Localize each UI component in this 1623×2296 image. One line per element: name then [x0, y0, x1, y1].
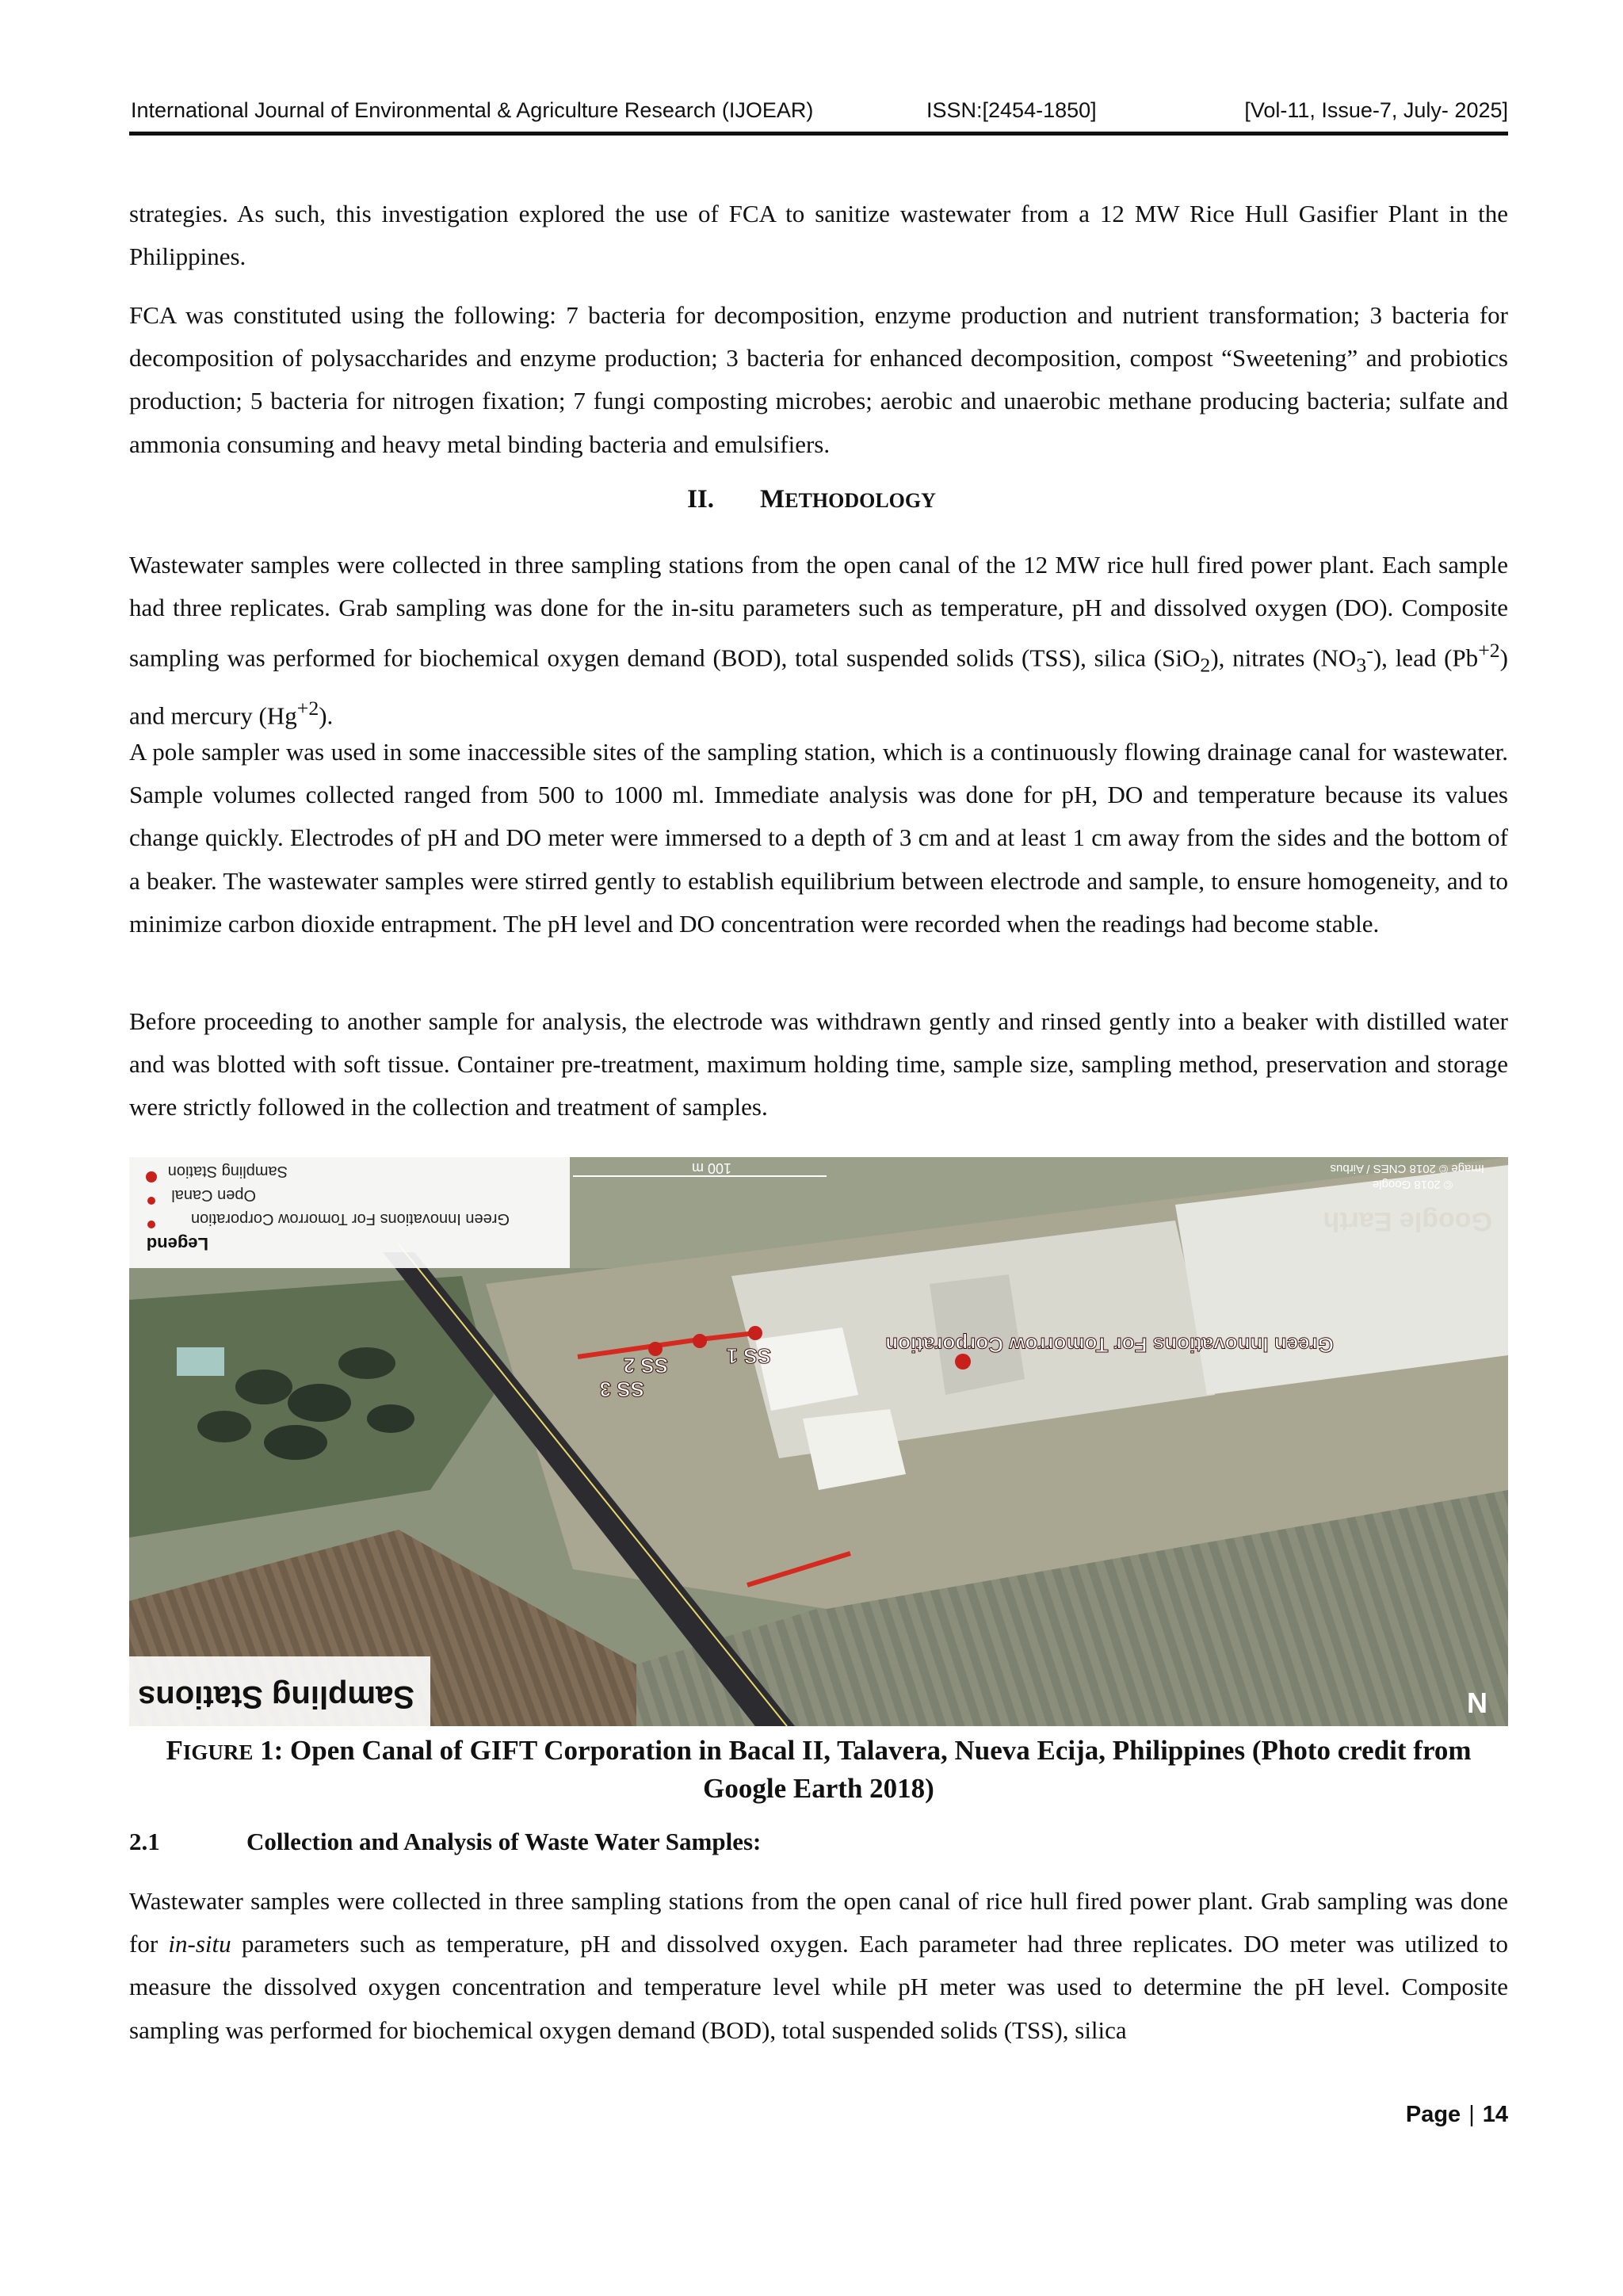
image-credit-2: © 2018 Google	[1372, 1178, 1453, 1191]
corporation-label: Green Innovations For Tomorrow Corporation	[885, 1333, 1334, 1357]
google-earth-watermark: Google Earth	[1323, 1206, 1492, 1236]
scale-bar-label: 100 m	[691, 1160, 731, 1176]
issn: ISSN:[2454-1850]	[926, 98, 1097, 122]
image-credit-1: Image © 2018 CNES / Airbus	[1330, 1162, 1484, 1175]
north-arrow-icon: N	[1467, 1687, 1487, 1719]
intro-paragraph-1: strategies. As such, this investigation explored the use of FCA to sanitize wastewater from a 12 MW Rice Hull Gasifier Plant in the Philippines.	[129, 200, 1508, 271]
figure-caption: FIGURE 1: Open Canal of GIFT Corporation in Bacal II, Talavera, Nueva Ecija, Philippines (Photo credit from Google Earth 2018)	[166, 1735, 1472, 1804]
methodology-paragraph-1: Wastewater samples were collected in three sampling stations from the open canal of the 12 MW rice hull fired power plant. Each sample had three replicates. Grab sampling was done for the in-situ parameters such as temperature, pH and dissolved oxygen (DO). Composite sampling was performed for biochemical oxygen demand (BOD), total suspended solids (TSS), silica (SiO$_2$), nitrates $(NO_3^-)$, lead $(Pb^{+2})$ and mercury $(Hg^{+2})$.	[129, 551, 1508, 730]
legend-title: Legend	[146, 1234, 208, 1254]
legend-marker-canal	[147, 1197, 155, 1205]
legend-item-corporation: Green Innovations For Tomorrow Corporation	[190, 1210, 510, 1228]
station-label-ss3: SS 3	[599, 1377, 644, 1401]
intro-paragraph-2: FCA was constituted using the following: 7 bacteria for decomposition, enzyme production and nutrient transformation; 3 bacteria for decomposition of polysaccharides and enzyme production; 3 bacteria for enhanced decomposition, compost “Sweetening” and probiotics production; 5 bacteria for nitrogen fixation; 7 fungi composting microbes; aerobic and unaerobic methane producing bacteria; sulfate and ammonia consuming and heavy metal binding bacteria and emulsifiers.	[129, 301, 1508, 458]
station-label-ss1: SS 1	[726, 1344, 771, 1368]
legend-item-open-canal: Open Canal	[171, 1186, 256, 1204]
subsection-heading	[129, 1828, 761, 1856]
running-header	[129, 94, 1508, 136]
legend-item-sampling-station: Sampling Station	[167, 1163, 288, 1180]
sampling-station-marker	[693, 1334, 707, 1348]
sampling-station-marker	[748, 1326, 762, 1340]
station-label-ss2: SS 2	[623, 1354, 668, 1377]
legend-marker-corporation	[147, 1221, 155, 1228]
methodology-paragraph-2: A pole sampler was used in some inaccessible sites of the sampling station, which is a continuously flowing drainage canal for wastewater. Sample volumes collected ranged from 500 to 1000 ml. Immediate analysis was done for pH, DO and temperature because its values change quickly. Electrodes of pH and DO meter were immersed to a depth of 3 cm and at least 1 cm away from the sides and the bottom of a beaker. The wastewater samples were stirred gently to establish equilibrium between electrode and sample, to ensure homogeneity, and to minimize carbon dioxide entrapment. The pH level and DO concentration were recorded when the readings had become stable.	[129, 738, 1508, 938]
legend-marker-station	[146, 1171, 157, 1182]
sampling-stations-banner: Sampling Stations	[138, 1679, 414, 1714]
section-number: II.	[687, 485, 715, 514]
journal-name: International Journal of Environmental & Agriculture Research (IJOEAR)	[131, 98, 814, 122]
volume-issue: [Vol-11, Issue-7, July- 2025]	[1244, 98, 1508, 122]
section-title-initial: M	[760, 485, 785, 514]
satellite-image	[129, 1157, 1508, 1726]
section-heading-methodology	[0, 485, 1623, 514]
section-title-rest: ETHODOLOGY	[785, 489, 936, 512]
page-number: Page | 14	[1405, 2102, 1508, 2127]
subsection-title: Collection and Analysis of Waste Water Samples:	[246, 1828, 762, 1855]
satellite-map-figure	[129, 1157, 1508, 1726]
methodology-paragraph-3: Before proceeding to another sample for analysis, the electrode was withdrawn gently and rinsed gently into a beaker with distilled water and was blotted with soft tissue. Container pre-treatment, maximum holding time, sample size, sampling method, preservation and storage were strictly followed in the collection and treatment of samples.	[129, 1007, 1508, 1121]
subsection-number: 2.1	[129, 1828, 160, 1855]
collection-paragraph: Wastewater samples were collected in three sampling stations from the open canal of rice hull fired power plant. Grab sampling was done for in-situ parameters such as temperature, pH and dissolved oxygen. Each parameter had three replicates. DO meter was utilized to measure the dissolved oxygen concentration and temperature level while pH meter was used to determine the pH level. Composite sampling was performed for biochemical oxygen demand (BOD), total suspended solids (TSS), silica	[129, 1887, 1508, 2044]
